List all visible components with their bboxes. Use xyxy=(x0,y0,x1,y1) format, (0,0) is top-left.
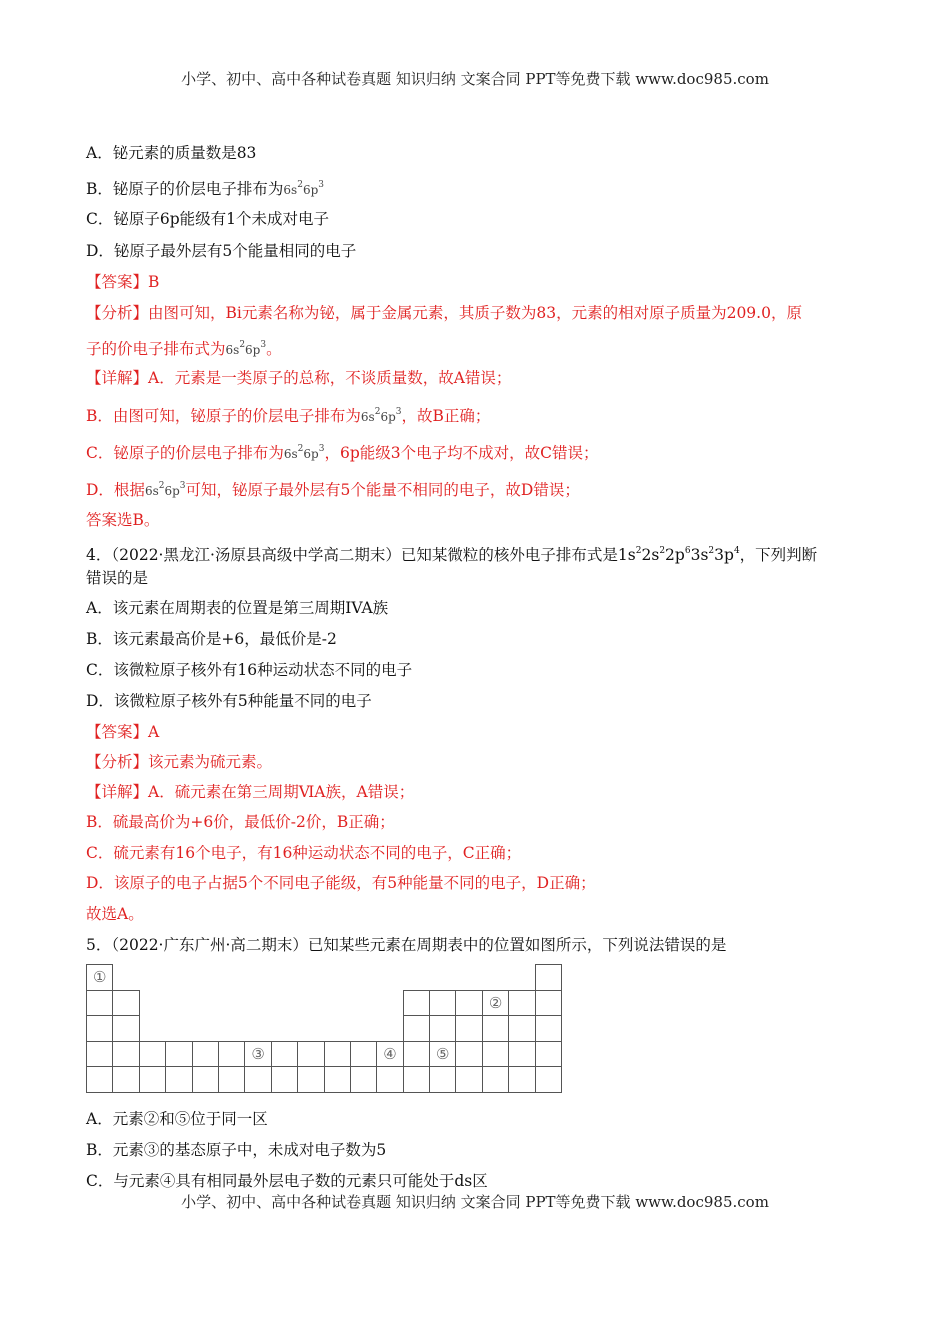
electron-config xyxy=(618,546,740,564)
config-exp-3: 3 xyxy=(318,444,325,454)
q3-option-a: A．铋元素的质量数是83 xyxy=(86,144,257,162)
q3-analysis-line1 xyxy=(86,303,802,323)
config-exp-3: 3 xyxy=(395,407,402,417)
q4-option-b: B．该元素最高价是+6，最低价是-2 xyxy=(86,630,337,648)
cell-marker-4: ④ xyxy=(377,1041,403,1067)
q3-analysis2-pre: 子的价电子排布式为 xyxy=(86,340,226,358)
q3-analysis-text: 由图可知，Bi元素名称为铋，属于金属元素，其质子数为83，元素的相对原子质量为209.0，原 xyxy=(148,304,802,322)
q4-detail-b: B．硫最高价为+6价，最低价-2价，B正确； xyxy=(86,813,395,831)
q4-detail-tag: 【详解】 xyxy=(86,783,149,801)
config-6p: 6p xyxy=(164,484,180,498)
q4-stem-post: ，下列判断 xyxy=(739,546,818,564)
q3-analysis-tag: 【分析】 xyxy=(86,304,149,322)
q3-detail-b-pre: B．由图可知，铋原子的价层电子排布为 xyxy=(86,407,361,425)
orbital-2s: 2s xyxy=(641,546,660,564)
page-header: 小学、初中、高中各种试卷真题 知识归纳 文案合同 PPT等免费下载 www.doc985.com xyxy=(181,70,769,88)
orbital-2s-exp: 2 xyxy=(659,546,666,556)
q3-analysis2-post: 。 xyxy=(266,340,282,358)
q3-detail-d-pre: D．根据 xyxy=(86,481,145,499)
periodic-table xyxy=(86,964,562,1093)
orbital-2p: 2p xyxy=(665,546,685,564)
q3-option-c: C．铋原子6p能级有1个未成对电子 xyxy=(86,210,330,228)
q4-stem-pre: 4．（2022·黑龙江·汤原县高级中学高二期末）已知某微粒的核外电子排布式是 xyxy=(86,546,618,564)
config-6s: 6s xyxy=(360,410,375,424)
orbital-1s-exp: 2 xyxy=(635,546,642,556)
q4-detail-a-text: A．硫元素在第三周期ⅥA族，A错误； xyxy=(148,783,415,801)
orbital-3s-exp: 2 xyxy=(708,546,715,556)
config-exp-2: 2 xyxy=(239,340,246,350)
q3-detail-b-post: ，故B正确； xyxy=(401,407,491,425)
q3-detail-c-pre: C．铋原子的价层电子排布为 xyxy=(86,444,284,462)
period-row-5 xyxy=(87,1067,562,1093)
q5-option-c: C．与元素④具有相同最外层电子数的元素只可能处于ds区 xyxy=(86,1172,488,1190)
q4-option-c: C．该微粒原子核外有16种运动状态不同的电子 xyxy=(86,661,413,679)
orbital-3p-exp: 4 xyxy=(733,546,740,556)
q3-detail-a xyxy=(86,368,511,388)
config-6s: 6s xyxy=(225,343,240,357)
config-6p: 6p xyxy=(302,183,319,197)
page-footer: 小学、初中、高中各种试卷真题 知识归纳 文案合同 PPT等免费下载 www.doc985.com xyxy=(181,1193,769,1211)
q4-option-a: A．该元素在周期表的位置是第三周期IVA族 xyxy=(86,599,389,617)
config-6p: 6p xyxy=(380,410,396,424)
config-exp-2: 2 xyxy=(158,481,165,491)
orbital-3p: 3p xyxy=(714,546,734,564)
q3-detail-c xyxy=(86,439,598,464)
config-6s: 6s xyxy=(283,183,298,197)
config-formula xyxy=(283,444,325,461)
config-formula xyxy=(283,180,324,197)
q4-answer: 【答案】A xyxy=(86,723,160,741)
period-row-4 xyxy=(87,1041,562,1067)
q4-analysis: 【分析】该元素为硫元素。 xyxy=(86,753,273,771)
config-formula xyxy=(144,481,186,498)
q3-option-d: D．铋原子最外层有5个能量相同的电子 xyxy=(86,242,357,260)
config-exp-3: 3 xyxy=(318,180,324,190)
config-formula xyxy=(225,340,267,357)
config-6p: 6p xyxy=(303,447,319,461)
q3-detail-tag: 【详解】 xyxy=(86,369,149,387)
config-6p: 6p xyxy=(245,343,261,357)
config-exp-2: 2 xyxy=(374,407,381,417)
period-row-1 xyxy=(87,965,562,991)
q5-stem: 5．（2022·广东广州·高二期末）已知某些元素在周期表中的位置如图所示，下列说法错误的是 xyxy=(86,936,727,954)
q3-detail-d-post: 可知，铋原子最外层有5个能量不相同的电子，故D错误； xyxy=(185,481,580,499)
q3-option-b-text: B．铋原子的价层电子排布为 xyxy=(86,180,284,198)
cell-marker-5: ⑤ xyxy=(430,1041,456,1067)
q3-detail-c-post: ，6p能级3个电子均不成对，故C错误； xyxy=(324,444,599,462)
q3-detail-b xyxy=(86,402,490,427)
cell-marker-2: ② xyxy=(482,990,508,1016)
cell-marker-1: ① xyxy=(87,965,113,991)
q4-stem-line1 xyxy=(86,541,817,565)
q4-option-d: D．该微粒原子核外有5种能量不同的电子 xyxy=(86,692,372,710)
cell xyxy=(535,965,561,991)
orbital-3s: 3s xyxy=(690,546,709,564)
period-row-2 xyxy=(87,990,562,1016)
q5-option-a: A．元素②和⑤位于同一区 xyxy=(86,1110,268,1128)
q4-detail-c: C．硫元素有16个电子，有16种运动状态不同的电子，C正确； xyxy=(86,844,522,862)
q4-detail-d: D．该原子的电子占据5个不同电子能级，有5种能量不同的电子，D正确； xyxy=(86,874,596,892)
q4-detail-a xyxy=(86,782,414,802)
q3-answer: 【答案】B xyxy=(86,273,160,291)
period-row-3 xyxy=(87,1016,562,1042)
config-exp-3: 3 xyxy=(179,481,186,491)
config-exp-3: 3 xyxy=(260,340,267,350)
orbital-2p-exp: 6 xyxy=(684,546,691,556)
q3-option-b xyxy=(86,175,324,200)
config-exp-2: 2 xyxy=(297,444,304,454)
config-6s: 6s xyxy=(144,484,159,498)
q3-detail-a-text: A．元素是一类原子的总称，不谈质量数，故A错误； xyxy=(148,369,512,387)
q3-detail-d xyxy=(86,476,580,501)
q3-conclusion: 答案选B。 xyxy=(86,511,160,529)
cell-marker-3: ③ xyxy=(245,1041,271,1067)
q3-analysis-line2 xyxy=(86,335,282,360)
q4-stem-line2: 错误的是 xyxy=(86,569,149,587)
orbital-1s: 1s xyxy=(617,546,636,564)
q4-conclusion: 故选A。 xyxy=(86,905,144,923)
q5-option-b: B．元素③的基态原子中，未成对电子数为5 xyxy=(86,1141,387,1159)
config-6s: 6s xyxy=(283,447,298,461)
config-exp-2: 2 xyxy=(297,180,303,190)
config-formula xyxy=(360,407,402,424)
